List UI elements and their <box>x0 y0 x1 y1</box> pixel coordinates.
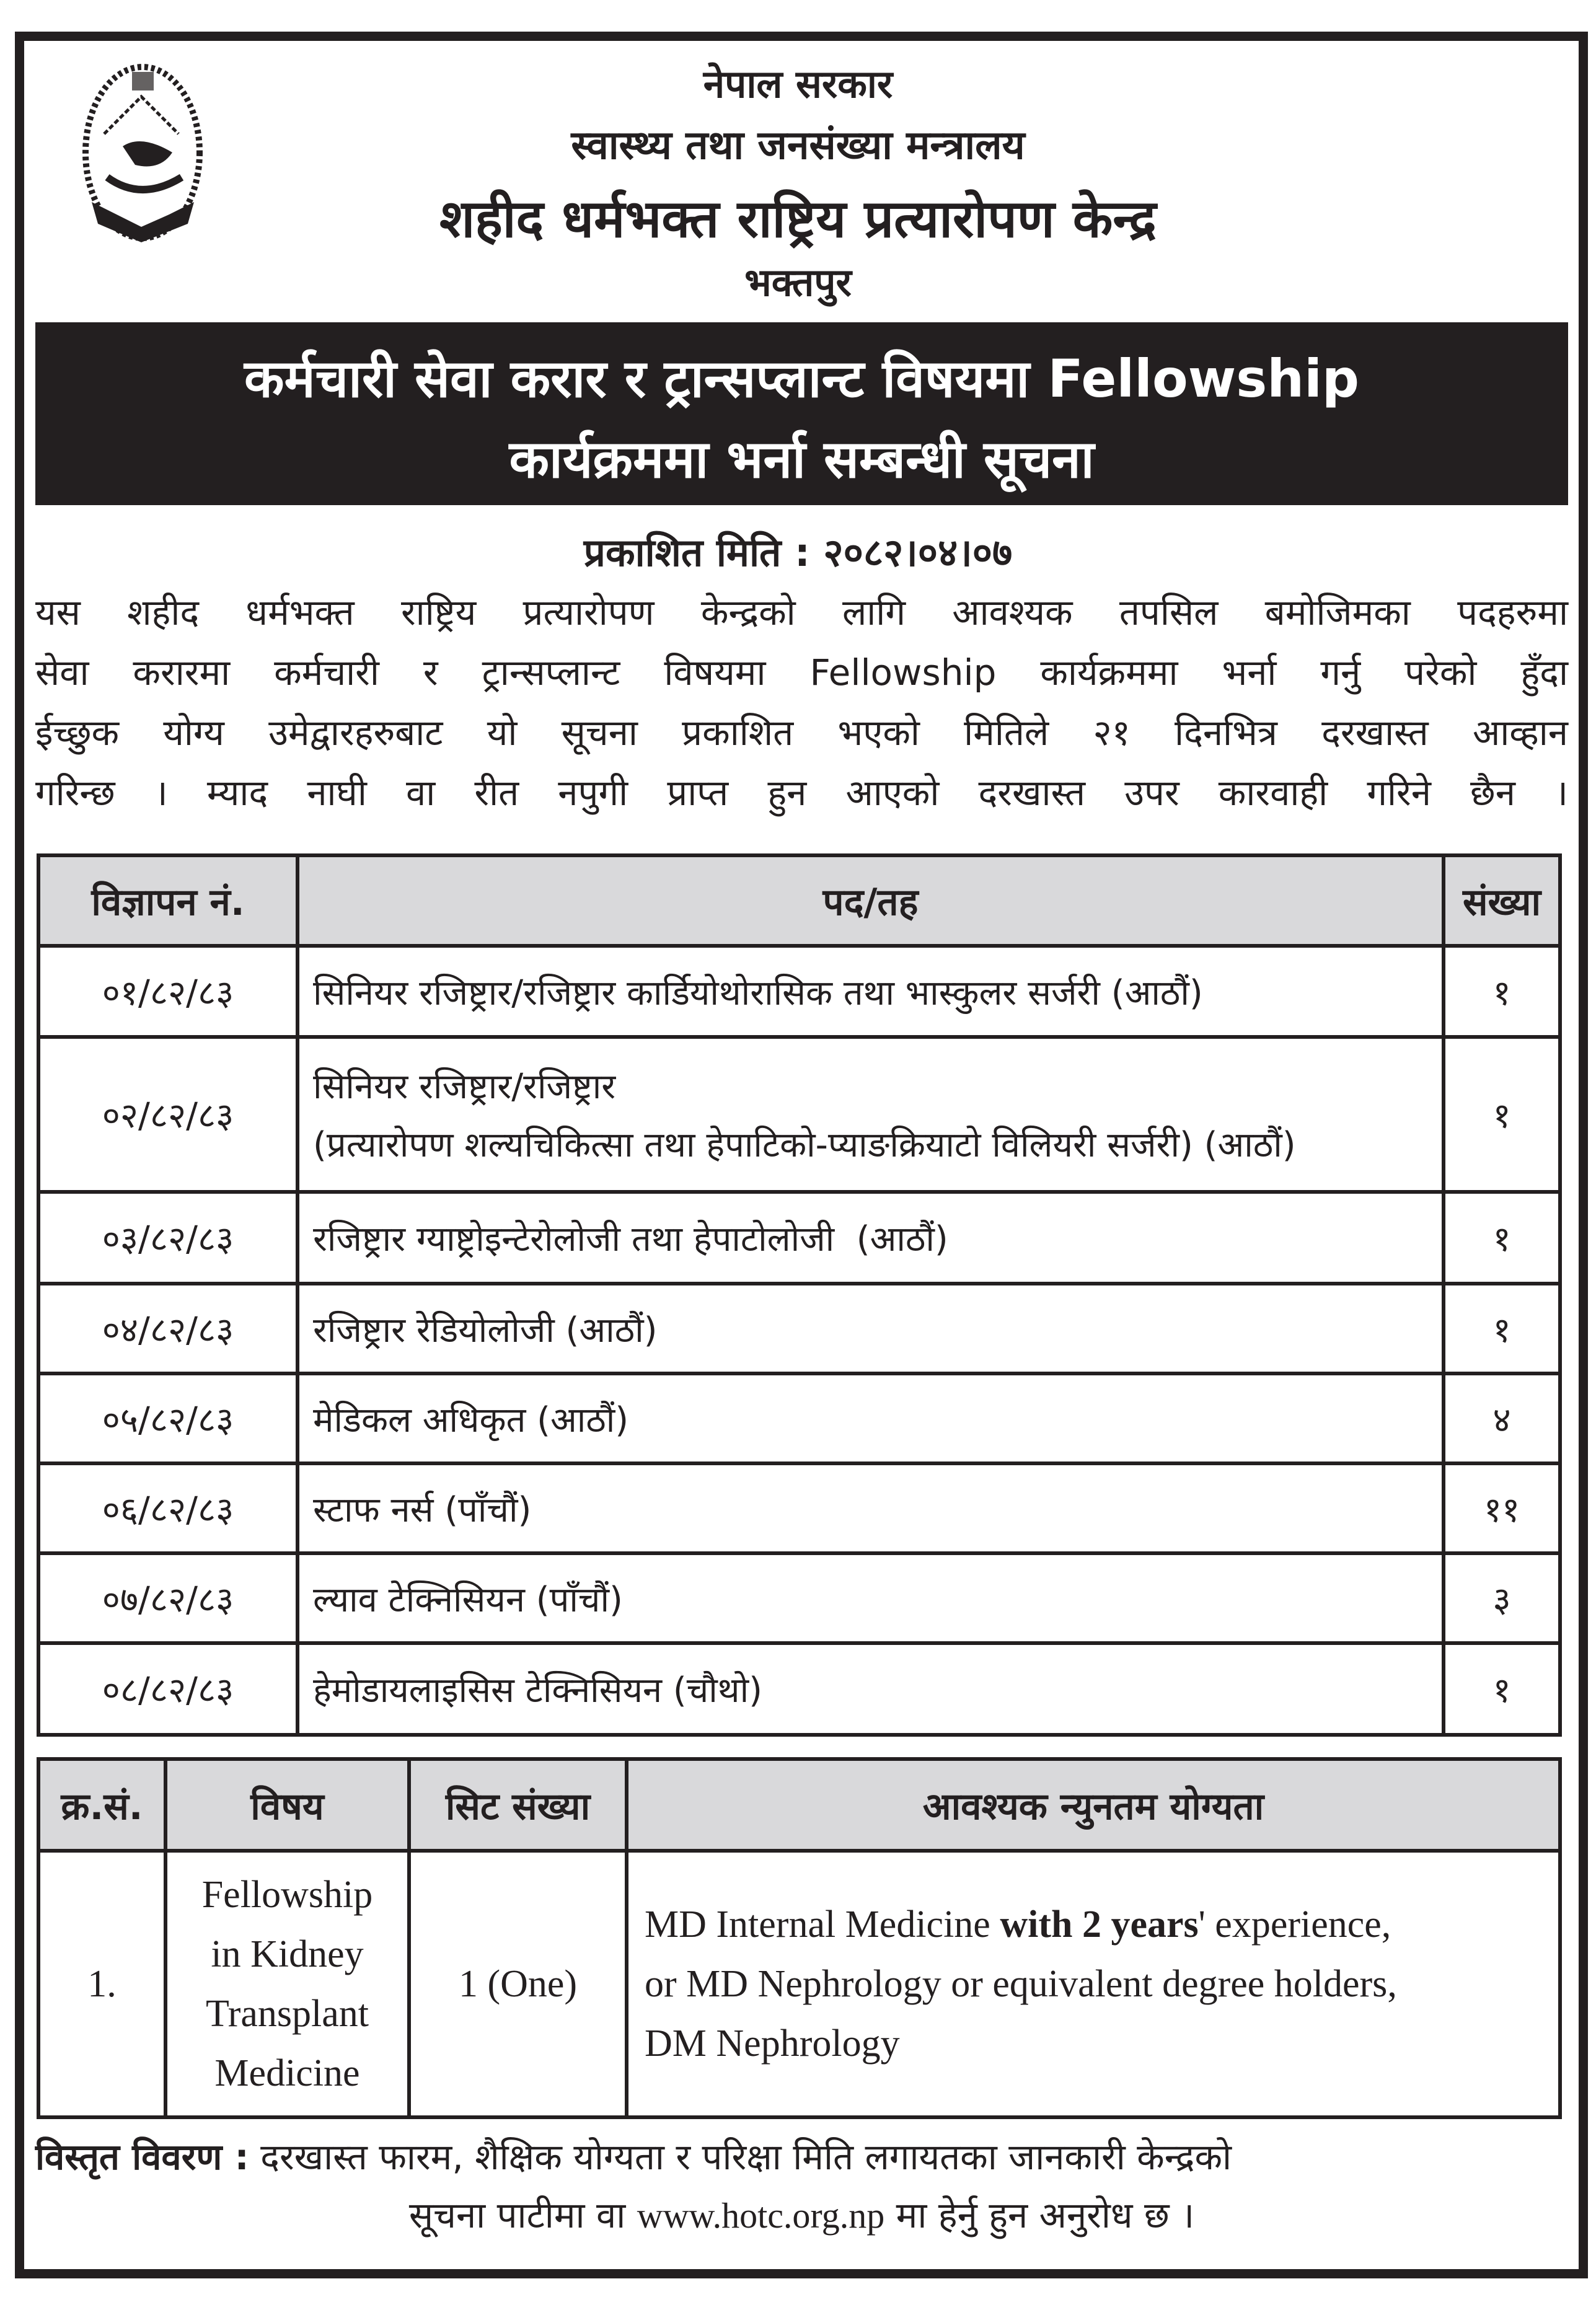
col-header-sn: क्र.सं. <box>38 1759 165 1851</box>
banner-title-line2: कार्यक्रममा भर्ना सम्बन्धी सूचना <box>509 429 1095 490</box>
table-row <box>38 1037 1560 1192</box>
positions-table <box>37 853 1562 1737</box>
subject <box>165 1851 409 2117</box>
location: भक्तपुर <box>744 260 852 305</box>
adv-no: ०५/८२/८३ <box>38 1373 298 1463</box>
subject-line: Medicine <box>214 2052 360 2094</box>
col-header-subject: विषय <box>165 1759 409 1851</box>
seat-count: 1 (One) <box>409 1851 627 2117</box>
post-title: स्टाफ नर्स (पाँचौं) <box>298 1463 1444 1553</box>
intro-line: ईच्छुक योग्य उमेद्वारहरुबाट यो सूचना प्रकाशित भएको मितिले २१ दिनभित्र दरखास्त आव्हान <box>35 712 1568 754</box>
qualification <box>627 1851 1560 2117</box>
adv-no: ०४/८२/८३ <box>38 1284 298 1373</box>
col-header-seats: सिट संख्या <box>409 1759 627 1851</box>
post-count: १ <box>1444 1037 1560 1192</box>
post-title <box>298 1037 1444 1192</box>
qualification-emphasis: with 2 years <box>1000 1903 1199 1946</box>
qualification-line: DM Nephrology <box>645 2022 900 2065</box>
subject-line: Fellowship <box>201 1874 373 1916</box>
post-title: सिनियर रजिष्ट्रार/रजिष्ट्रार कार्डियोथोरासिक तथा भास्कुलर सर्जरी (आठौं) <box>298 946 1444 1037</box>
post-title: मेडिकल अधिकृत (आठौं) <box>298 1373 1444 1463</box>
table-row <box>38 1643 1560 1735</box>
table-row <box>38 1284 1560 1373</box>
table-row <box>38 1851 1560 2117</box>
footer-text: सूचना पाटीमा वा <box>408 2194 626 2236</box>
intro-paragraph <box>35 583 1568 823</box>
post-count: ११ <box>1444 1463 1560 1553</box>
table-row <box>38 1373 1560 1463</box>
post-count: १ <box>1444 946 1560 1037</box>
table-header-row <box>38 1759 1560 1851</box>
post-count: १ <box>1444 1643 1560 1735</box>
subject-line: Transplant <box>206 1993 369 2035</box>
post-title-line2: (प्रत्यारोपण शल्यचिकित्सा तथा हेपाटिको-प्याङक्रियाटो विलियरी सर्जरी) (आठौं) <box>313 1125 1296 1165</box>
qualification-text: MD Internal Medicine <box>645 1903 1000 1946</box>
table-row <box>38 1553 1560 1643</box>
center-name: शहीद धर्मभक्त राष्ट्रिय प्रत्यारोपण केन्द्र <box>439 188 1157 249</box>
banner-title-line1: कर्मचारी सेवा करार र ट्रान्सप्लान्ट विषयमा Fellowship <box>244 348 1359 409</box>
adv-no: ०३/८२/८३ <box>38 1192 298 1284</box>
subject-line: in Kidney <box>211 1933 364 1975</box>
footer-line1 <box>35 2131 1568 2180</box>
qualification-text: ' experience, <box>1198 1903 1391 1946</box>
table-header-row <box>38 855 1560 946</box>
ministry-name: स्वास्थ्य तथा जनसंख्या मन्त्रालय <box>571 123 1025 169</box>
notice-banner <box>35 322 1568 505</box>
post-title: रजिष्ट्रार ग्याष्ट्रोइन्टेरोलोजी तथा हेपाटोलोजी (आठौं) <box>298 1192 1444 1284</box>
footer-label: विस्तृत विवरण : <box>35 2136 249 2178</box>
published-label: प्रकाशित मिति : <box>583 530 810 575</box>
qualification-line <box>645 1895 1558 1954</box>
intro-line: सेवा करारमा कर्मचारी र ट्रान्सप्लान्ट विषयमा Fellowship कार्यक्रममा भर्ना गर्नु परेको हुँदा <box>35 651 1568 694</box>
post-count: १ <box>1444 1284 1560 1373</box>
qualification-line: or MD Nephrology or equivalent degree holders, <box>645 1963 1397 2005</box>
adv-no: ०१/८२/८३ <box>38 946 298 1037</box>
table-row <box>38 1463 1560 1553</box>
col-header-adv-no: विज्ञापन नं. <box>38 855 298 946</box>
fellowship-table <box>37 1757 1562 2119</box>
adv-no: ०६/८२/८३ <box>38 1463 298 1553</box>
col-header-count: संख्या <box>1444 855 1560 946</box>
adv-no: ०७/८२/८३ <box>38 1553 298 1643</box>
col-header-post: पद/तह <box>298 855 1444 946</box>
post-count: ३ <box>1444 1553 1560 1643</box>
footer-line2 <box>35 2189 1568 2238</box>
post-title: रजिष्ट्रार रेडियोलोजी (आठौं) <box>298 1284 1444 1373</box>
website-link[interactable]: www.hotc.org.np <box>637 2195 885 2236</box>
published-value: २०८२।०४।०७ <box>823 530 1013 575</box>
serial-number: 1. <box>38 1851 165 2117</box>
footer-text: दरखास्त फारम, शैक्षिक योग्यता र परिक्षा मिति लगायतका जानकारी केन्द्रको <box>260 2136 1232 2178</box>
post-title: ल्याव टेक्निसियन (पाँचौं) <box>298 1553 1444 1643</box>
footer-text: मा हेर्नु हुन अनुरोध छ । <box>896 2194 1195 2236</box>
org-gov-name: नेपाल सरकार <box>703 61 893 107</box>
post-title-line1: सिनियर रजिष्ट्रार/रजिष्ट्रार <box>313 1067 616 1107</box>
published-date <box>0 526 1596 578</box>
post-count: १ <box>1444 1192 1560 1284</box>
adv-no: ०२/८२/८३ <box>38 1037 298 1192</box>
post-count: ४ <box>1444 1373 1560 1463</box>
post-title: हेमोडायलाइसिस टेक्निसियन (चौथो) <box>298 1643 1444 1735</box>
table-row <box>38 946 1560 1037</box>
col-header-qualification: आवश्यक न्युनतम योग्यता <box>627 1759 1560 1851</box>
intro-line: गरिन्छ । म्याद नाघी वा रीत नपुगी प्राप्त हुन आएको दरखास्त उपर कारवाही गरिने छैन । <box>35 772 1568 814</box>
table-row <box>38 1192 1560 1284</box>
intro-line: यस शहीद धर्मभक्त राष्ट्रिय प्रत्यारोपण केन्द्रको लागि आवश्यक तपसिल बमोजिमका पदहरुमा <box>35 591 1568 633</box>
adv-no: ०८/८२/८३ <box>38 1643 298 1735</box>
